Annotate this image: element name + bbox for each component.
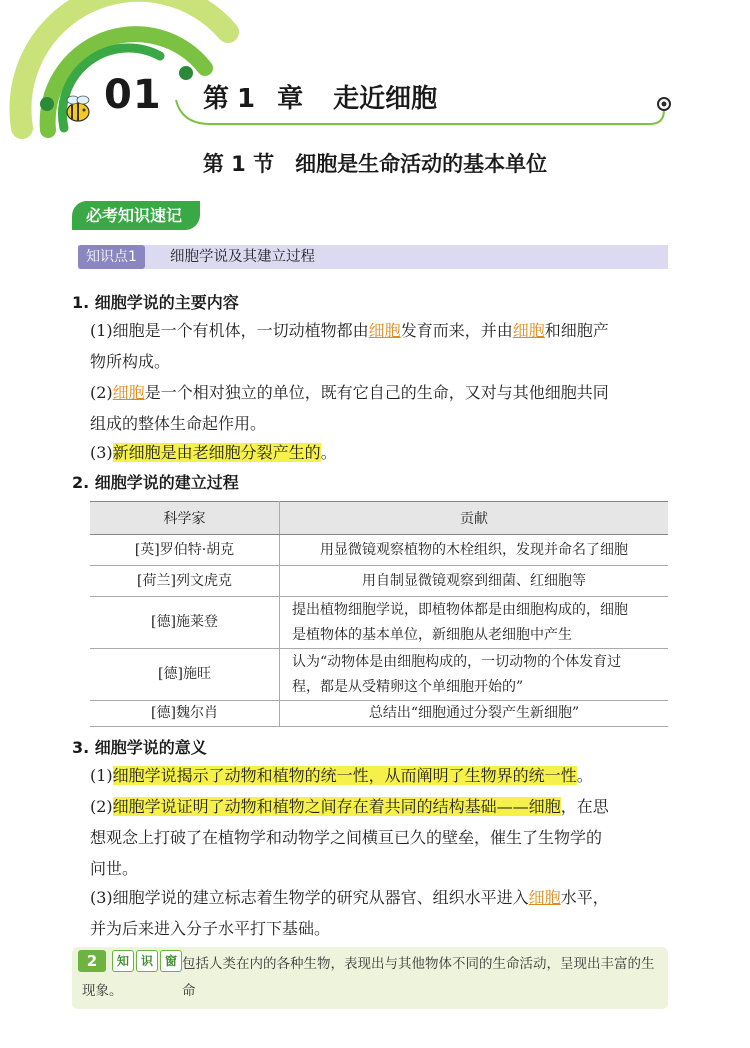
chapter-title [203,78,437,115]
text: 想观念上打破了在植物学和动物学之间横亘已久的壁垒，催生了生物学的 [90,828,603,847]
knowledge-window [72,947,668,1009]
must-know-tab: 必考知识速记 [72,201,200,230]
table-row [90,701,668,727]
highlight-text: 细胞学说揭示了动物和植物的统一性，从而阐明了生物界的统一性 [112,766,577,785]
knowledge-window-number: 2 [78,950,106,972]
knowledge-point-bar [78,245,668,269]
text: 水平， [560,888,609,907]
highlight-text: 细胞学说证明了动物和植物之间存在着共同的结构基础——细胞 [112,797,561,816]
chapter-number: 01 [104,72,162,118]
knowledge-window-text: 包括人类在内的各种生物，表现出与其他物体不同的生命活动，呈现出丰富的生命 [182,956,655,999]
scientist-cell: [荷兰]列文虎克 [90,566,280,597]
knowledge-point-title: 细胞学说及其建立过程 [170,249,315,265]
text: (3) [90,443,113,462]
text: 问世。 [90,859,139,878]
col-contribution: 贡献 [280,502,669,535]
text: 。 [576,766,593,785]
table-row [90,649,668,701]
part3-item2 [90,791,670,884]
tag-zhi: 知 [112,950,134,972]
text: 认为“动物体是由细胞构成的，一切动物的个体发育过 [292,653,622,670]
text: (3)细胞学说的建立标志着生物学的研究从器官、组织水平进入 [90,888,529,907]
chapter-label-prefix: 第 [203,84,230,114]
table-row [90,566,668,597]
part2-heading: 2. 细胞学说的建立过程 [72,473,239,492]
chapter-label-num: 1 [237,84,256,114]
scientist-table [90,501,668,727]
part3-item3 [90,882,670,944]
part3-item1 [90,760,670,791]
tag-chuang: 窗 [160,950,182,972]
highlight-text: 新细胞是由老细胞分裂产生的 [112,443,321,462]
part1-item2 [90,377,670,439]
text: 和细胞产 [544,321,609,340]
table-row [90,535,668,566]
text: (2) [90,797,113,816]
part1-heading: 1. 细胞学说的主要内容 [72,293,239,312]
chapter-title-text: 走近细胞 [333,84,438,114]
contribution-cell: 用显微镜观察植物的木栓组织，发现并命名了细胞 [280,535,669,566]
text: (1)细胞是一个有机体，一切动植物都由 [90,321,369,340]
answer-blank: 细胞 [368,321,401,340]
answer-blank: 细胞 [528,888,561,907]
text: 提出植物细胞学说，即植物体都是由细胞构成的，细胞 [292,601,628,618]
table-row [90,597,668,649]
text: 发育而来，并由 [400,321,513,340]
part3-heading: 3. 细胞学说的意义 [72,738,207,757]
contribution-cell [280,649,669,701]
text: 物所构成。 [90,352,171,371]
contribution-cell [280,597,669,649]
text: (2) [90,383,113,402]
text: 是一个相对独立的单位，既有它自己的生命，又对与其他细胞共同 [144,383,609,402]
knowledge-window-tags [112,950,184,972]
scientist-cell: [德]施旺 [90,649,280,701]
scientist-cell: [英]罗伯特·胡克 [90,535,280,566]
chapter-label-suffix: 章 [277,84,304,114]
text: 。 [320,443,337,462]
text: ，在思 [560,797,609,816]
knowledge-window-text-cont: 现象。 [82,983,123,999]
contribution-cell: 用自制显微镜观察到细菌、红细胞等 [280,566,669,597]
answer-blank: 细胞 [512,321,545,340]
bee-icon [67,96,89,121]
scientist-cell: [德]施莱登 [90,597,280,649]
text: 组成的整体生命起作用。 [90,414,267,433]
section-title: 第 1 节 细胞是生命活动的基本单位 [202,152,548,176]
text: 并为后来进入分子水平打下基础。 [90,919,331,938]
answer-blank: 细胞 [112,383,145,402]
knowledge-point-label: 知识点1 [78,245,145,269]
scientist-cell: [德]魏尔肖 [90,701,280,727]
text: 程，都是从受精卵这个单细胞开始的” [292,678,524,695]
table-header-row [90,502,668,535]
part1-item3 [90,437,670,468]
contribution-cell: 总结出“细胞通过分裂产生新细胞” [280,701,669,727]
text: 是植物体的基本单位，新细胞从老细胞中产生 [292,626,572,643]
tag-shi: 识 [136,950,158,972]
part1-item1 [90,315,670,377]
col-scientist: 科学家 [90,502,280,535]
text: (1) [90,766,113,785]
